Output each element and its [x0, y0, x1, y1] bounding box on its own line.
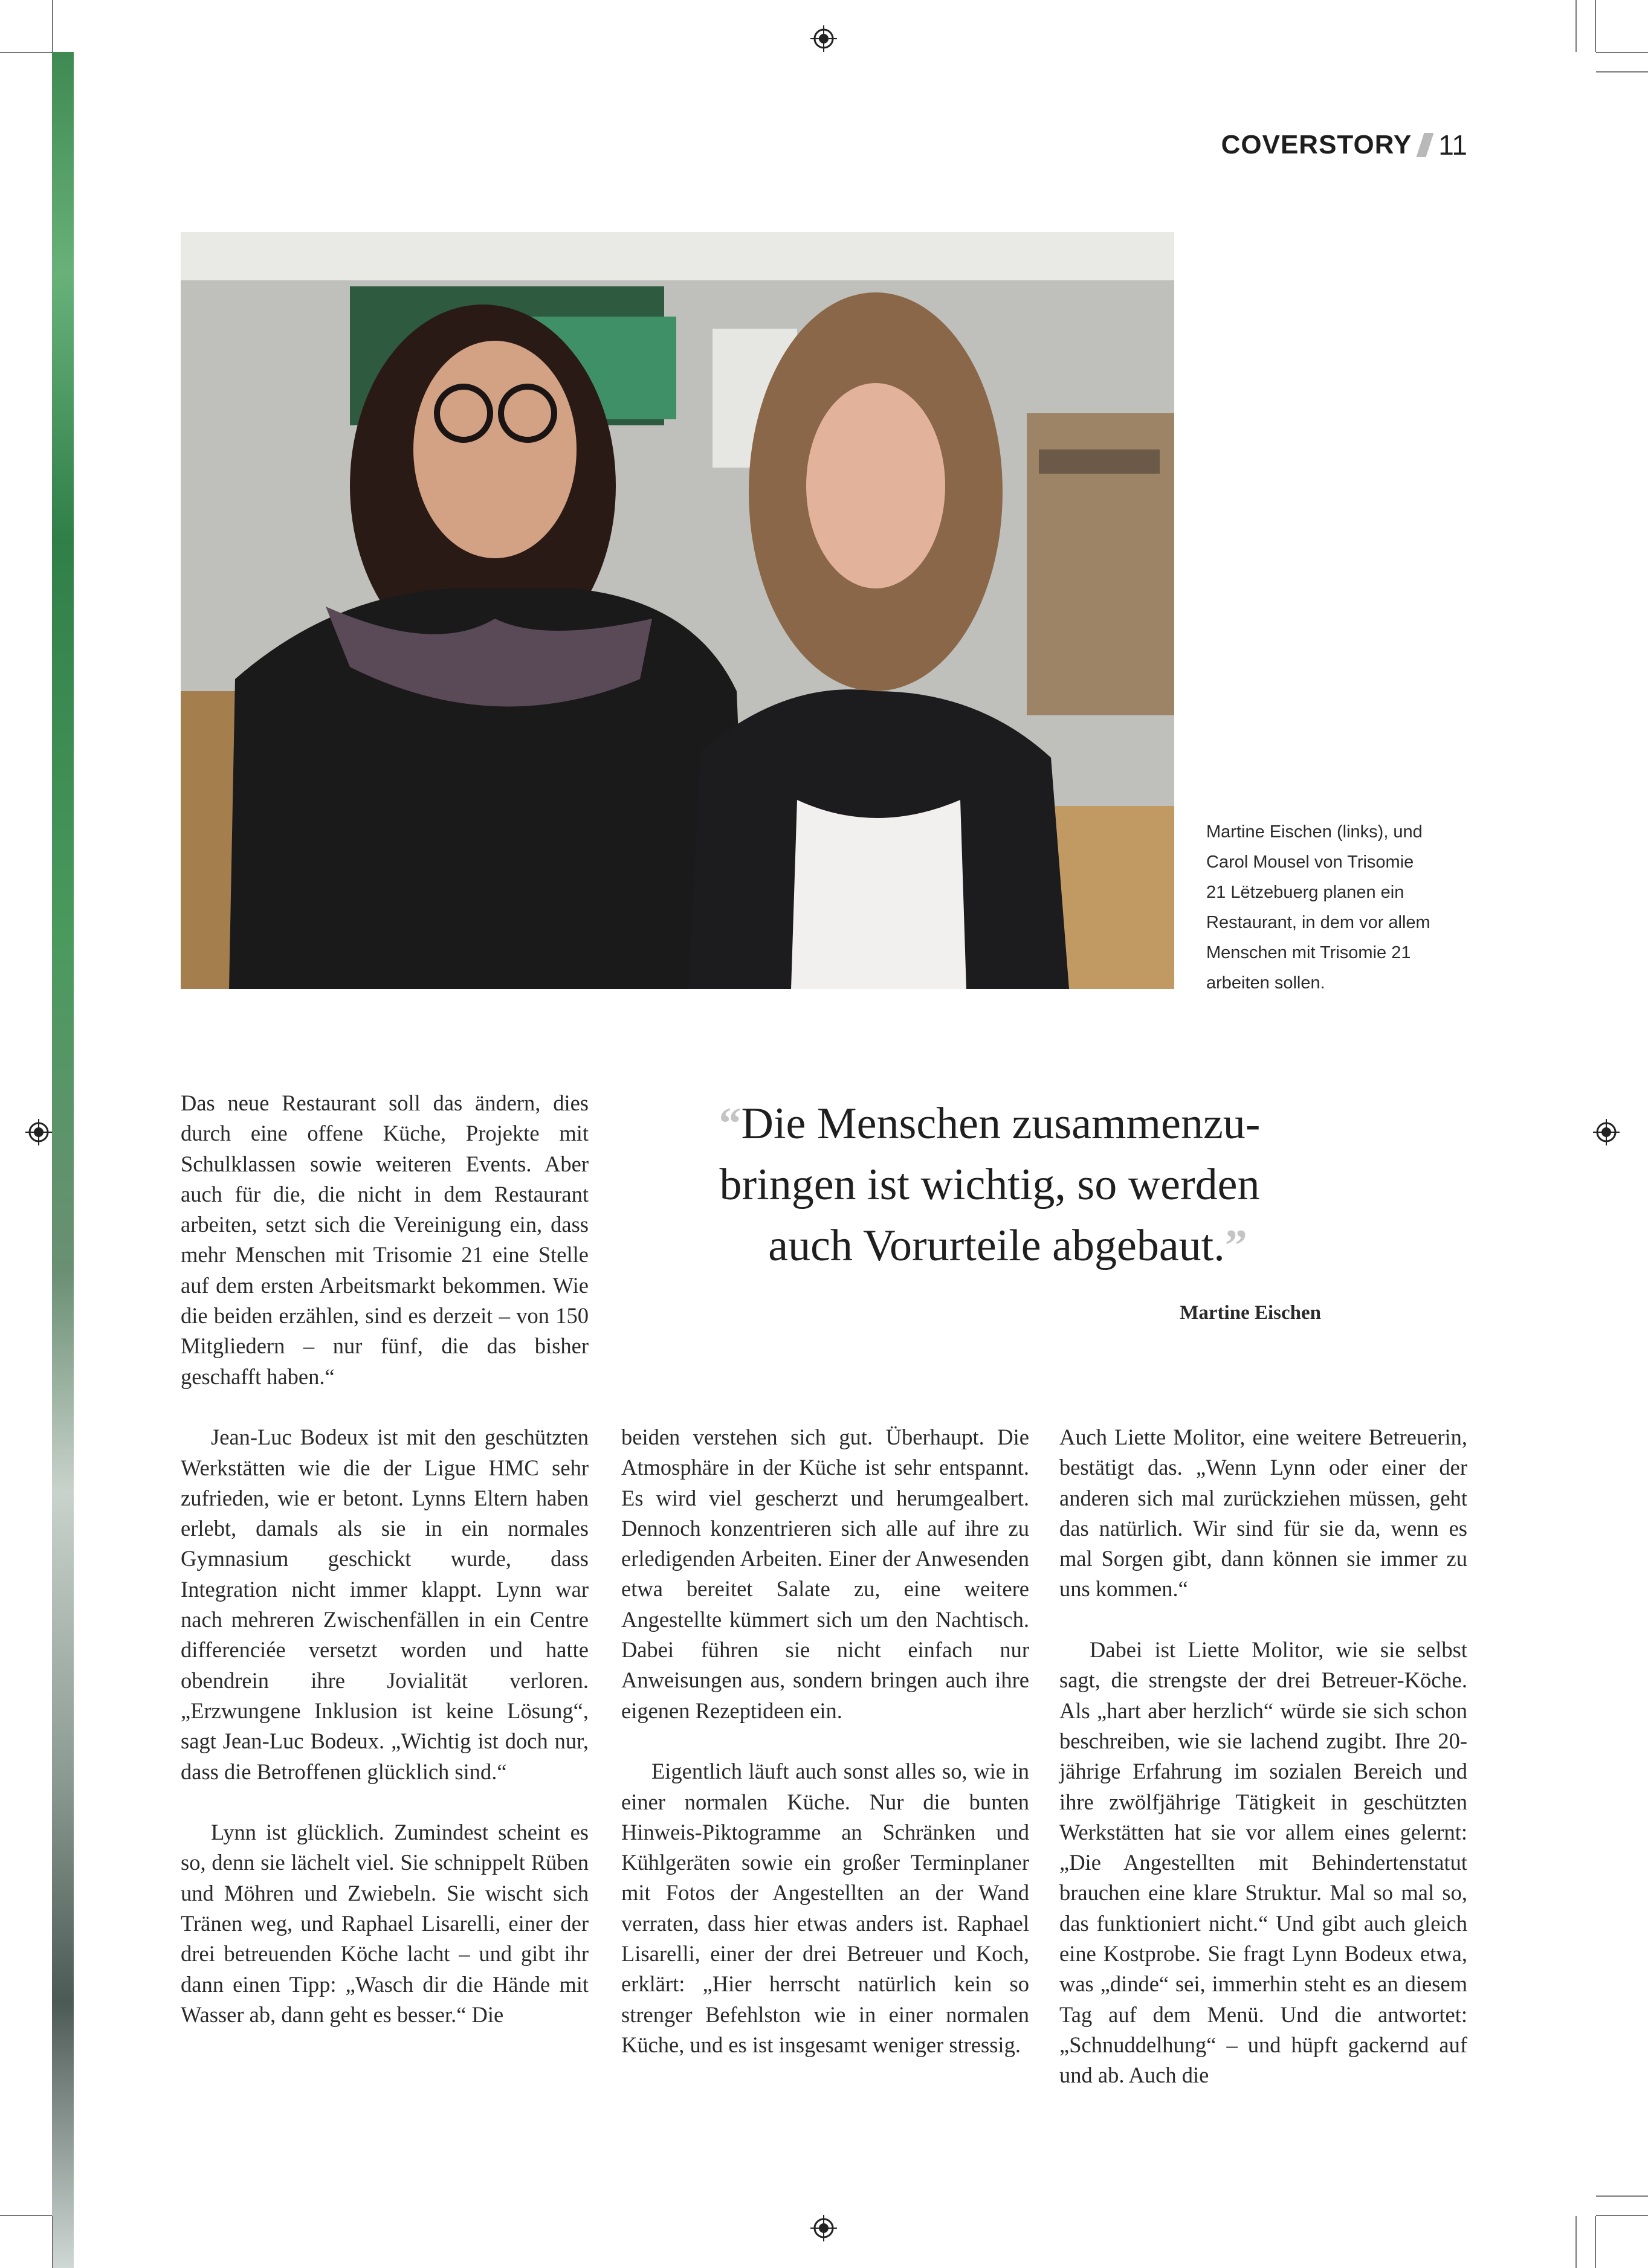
paragraph: Lynn ist glücklich. Zumindest scheint es so, denn sie lächelt viel. Sie schnippelt Rüben und Möhren und Zwiebeln. Sie wischt sich Tränen weg, und Raphael Lisarelli, einer der drei betreuenden Köche lacht – und gibt ihr dann einen Tipp: „Wasch dir die Hände mit Wasser ab, dann geht es besser.“ Die — [181, 1820, 589, 2027]
opening-quote-mark: “ — [719, 1099, 742, 1148]
registration-mark-icon — [810, 25, 837, 52]
caption-line: 21 Lëtzebuerg planen ein — [1206, 883, 1404, 902]
crop-mark — [1596, 52, 1648, 53]
page-number: 11 — [1438, 129, 1467, 161]
crop-mark — [52, 0, 53, 52]
crop-mark — [1595, 0, 1596, 52]
portrait-photo — [181, 232, 1174, 989]
pull-quote-line: bringen ist wichtig, so werden — [719, 1160, 1260, 1210]
caption-line: Carol Mousel von Trisomie — [1206, 852, 1414, 872]
caption-line: Menschen mit Trisomie 21 — [1206, 943, 1411, 962]
paragraph: Jean-Luc Bodeux ist mit den geschützten Werkstätten wie die der Ligue HMC sehr zufrieden, wie er betont. Lynns Eltern haben erlebt, damals als sie in ein normales Gymnasium geschickt wurde, dass Integration nicht immer klappt. Lynn war nach mehreren Zwischenfällen in ein Centre differenciée versetzt worden und hatte obendrein ihre Jovialität verloren. „Erzwungene Inklusion ist keine Lösung“, sagt Jean-Luc Bodeux. „Wichtig ist doch nur, dass die Betroffenen glücklich sind.“ — [181, 1425, 589, 1784]
crop-mark — [1575, 0, 1577, 52]
header-separator — [1417, 133, 1434, 157]
paragraph: Auch Liette Molitor, eine weitere Betreuerin, bestätigt das. „Wenn Lynn oder einer der anderen sich mal zurückziehen müssen, geht das natürlich. Wir sind für sie da, wenn es mal Sorgen gibt, dann können sie immer zu uns kommen.“ — [1059, 1425, 1467, 1602]
paragraph: beiden verstehen sich gut. Überhaupt. Die Atmosphäre in der Küche ist sehr entspannt. Es wird viel gescherzt und herumgealbert. Dennoch konzentrieren sich alle auf ihre zu erledigenden Arbeiten. Einer der Anwesenden etwa bereitet Salate zu, eine weitere Angestellte kümmert sich um den Nachtisch. Dabei führen sie nicht einfach nur Anweisungen aus, sondern bringen auch ihre eigenen Rezeptideen ein. — [621, 1425, 1029, 1723]
registration-mark-icon — [25, 1119, 52, 1145]
crop-mark — [0, 52, 52, 53]
paragraph: Eigentlich läuft auch sonst alles so, wie in einer normalen Küche. Nur die bunten Hinweis-Piktogramme an Schränken und Kühlgeräten sowie ein großer Terminplaner mit Fotos der Angestellten an der Wand verraten, dass hier etwas anders ist. Raphael Lisarelli, einer der drei Betreuer und Koch, erklärt: „Hier herrscht natürlich kein so strenger Befehlston wie in einer normalen Küche, und es ist insgesamt weniger stressig. — [621, 1759, 1029, 2057]
pull-quote-author: Martine Eischen — [1180, 1302, 1321, 1324]
crop-mark — [0, 2215, 52, 2216]
crop-mark — [52, 2216, 53, 2268]
running-header — [1221, 127, 1467, 163]
caption-line: arbeiten sollen. — [1206, 973, 1325, 993]
body-column-3 — [1059, 1422, 1467, 2091]
paragraph: Das neue Restaurant soll das ändern, dies durch eine offene Küche, Projekte mit Schulklassen sowie weiteren Events. Aber auch für die, die nicht in dem Restaurant arbeiten, setzt sich die Vereinigung ein, dass mehr Menschen mit Trisomie 21 eine Stelle auf dem ersten Arbeitsmarkt bekommen. Wie die beiden erzählen, sind es derzeit – von 150 Mitgliedern – nur fünf, die das bisher geschafft haben.“ — [181, 1091, 589, 1389]
caption-line: Martine Eischen (links), und — [1206, 822, 1423, 842]
pull-quote-line — [659, 1094, 1320, 1155]
crop-mark — [1575, 2216, 1577, 2268]
registration-mark-icon — [1593, 1119, 1620, 1145]
crop-mark — [1595, 2216, 1596, 2268]
pull-quote-text: Die Menschen zusammenzu- — [741, 1099, 1261, 1148]
crop-mark — [1596, 71, 1648, 72]
registration-mark-icon — [810, 2215, 837, 2241]
pull-quote-text: auch Vorurteile abgebaut. — [768, 1221, 1225, 1271]
caption-line: Restaurant, in dem vor allem — [1206, 913, 1430, 932]
photo-caption — [1206, 817, 1460, 998]
paragraph: Dabei ist Liette Molitor, wie sie selbst sagt, die strengste der drei Betreuer-Köche. Als „hart aber herzlich“ würde sie sich schon beschreiben, wie sie lachend zugibt. Ihre 20-jährige Erfahrung im sozialen Bereich und ihre zwölfjährige Tätigkeit in geschützten Werkstätten hat sie vor allem eines gelernt: „Die Angestellten mit Behindertenstatut brauchen eine klare Struktur. Mal so mal so, das funktioniert nicht.“ Und gibt auch gleich eine Kostprobe. Sie fragt Lynn Bodeux etwa, was „dinde“ sei, immerhin steht es an diesem Tag auf dem Menü. Und die antwortet: „Schnuddelhung“ – und hüpft gackernd auf und ab. Auch die — [1059, 1637, 1467, 2088]
pull-quote-line — [659, 1216, 1320, 1277]
body-column-2 — [621, 1422, 1029, 2060]
crop-mark — [1596, 2196, 1648, 2197]
closing-quote-mark: ” — [1224, 1221, 1247, 1271]
body-column-1 — [181, 1088, 589, 2030]
section-title: COVERSTORY — [1221, 130, 1412, 159]
pull-quote — [659, 1094, 1320, 1277]
gutter-bleed-strip — [52, 52, 74, 2268]
crop-mark — [1596, 2215, 1648, 2216]
